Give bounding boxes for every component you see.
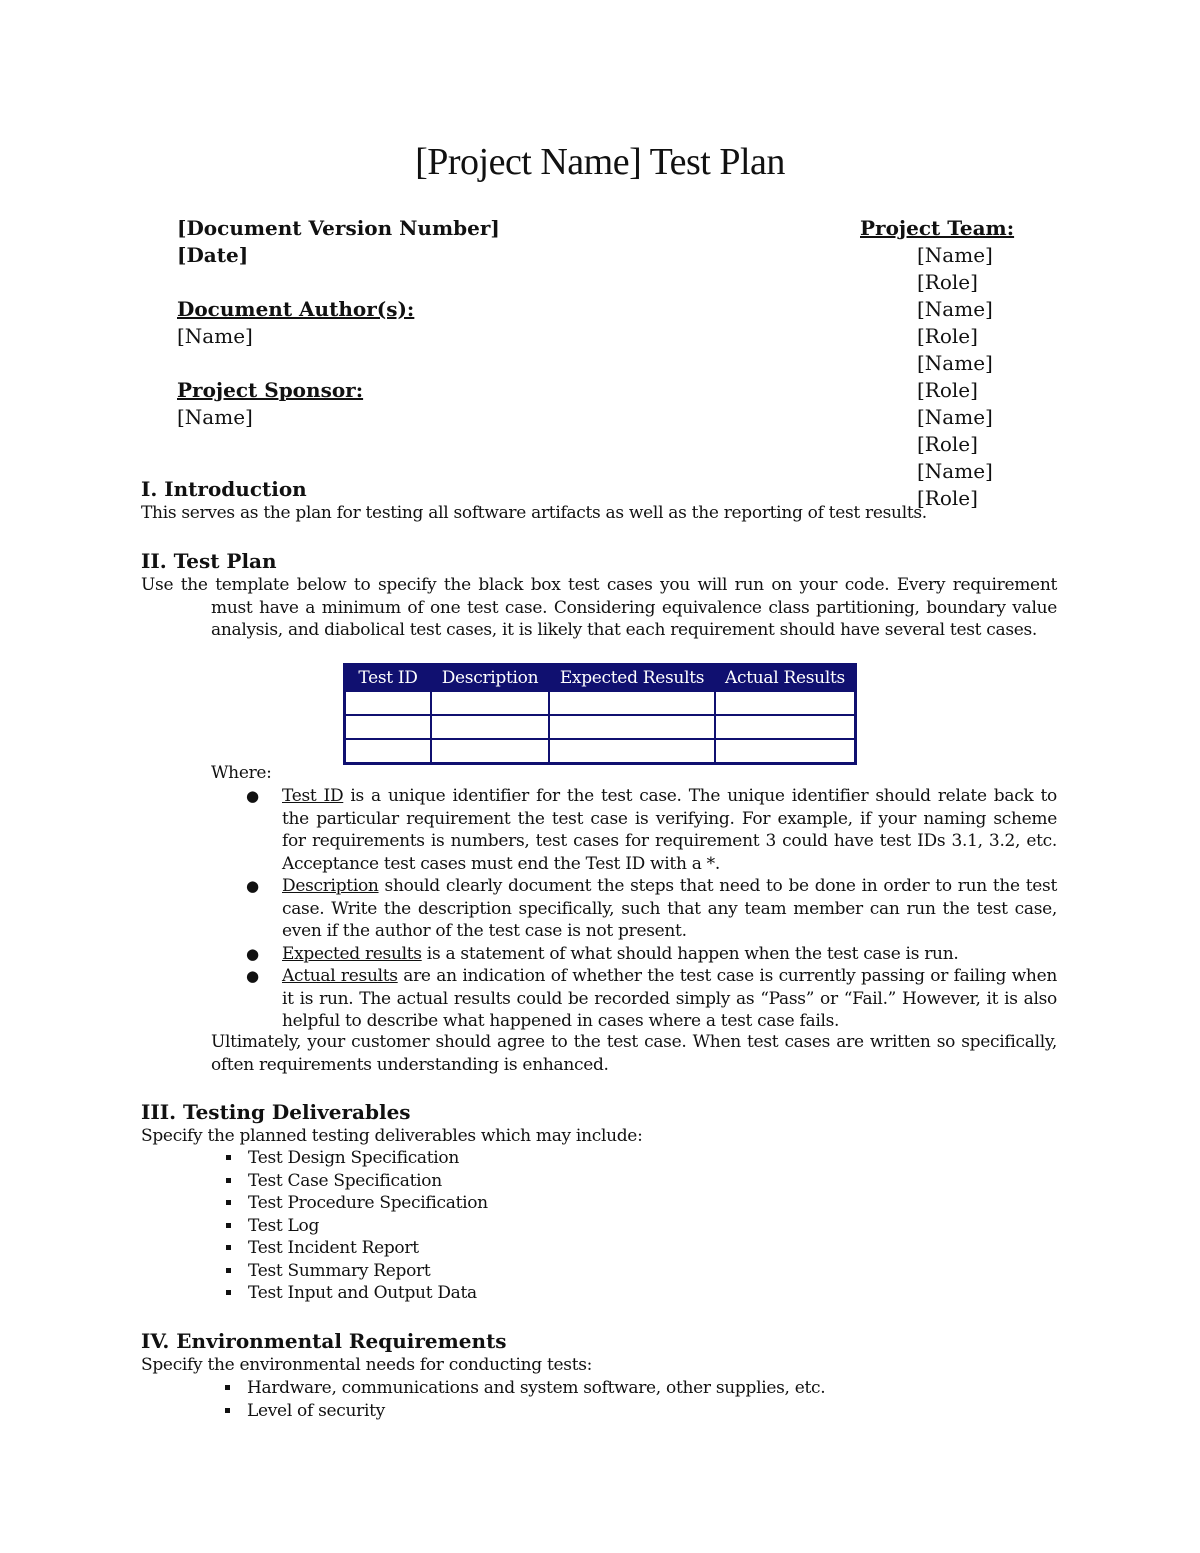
team-member: [Name] [Role]: [917, 405, 993, 456]
term-description: are an indication of whether the test case is currently passing or failing when it is run. The actual results could be recorded simply as “Pass” or “Fail.” However, it is also helpful to describe what happened in cases where a test case fails.: [282, 966, 1057, 1031]
list-item: [248, 1237, 848, 1260]
environment-intro: Specify the environmental needs for conducting tests:: [141, 1355, 593, 1375]
authors-label: Document Author(s):: [177, 297, 415, 321]
bullet-icon: [226, 1290, 231, 1295]
author-name: [Name]: [177, 324, 253, 348]
bullet-icon: [226, 1200, 231, 1205]
deliverables-list: [248, 1147, 848, 1305]
term: Description: [282, 876, 379, 896]
list-item: [246, 965, 1057, 1033]
where-label: Where:: [211, 763, 272, 783]
team-member: [Name] [Role]: [917, 351, 993, 402]
table-row: [345, 715, 856, 739]
document-version: [Document Version Number]: [177, 216, 500, 240]
bullet-icon: ●: [246, 944, 259, 963]
list-item: [248, 1260, 848, 1283]
document-date: [Date]: [177, 243, 249, 267]
list-item-label: Test Input and Output Data: [248, 1283, 477, 1303]
section-introduction-heading: I. Introduction: [141, 477, 307, 501]
table-header: Test ID: [345, 665, 432, 692]
bullet-icon: [225, 1408, 230, 1413]
table-header: Expected Results: [549, 665, 715, 692]
list-item-label: Test Log: [248, 1215, 320, 1236]
team-label: Project Team:: [860, 216, 1015, 240]
test-plan-closing: Ultimately, your customer should agree to the test case. When test cases are written so specifically, often requirements understanding is enhanced.: [211, 1032, 1057, 1075]
sponsor-name: [Name]: [177, 405, 253, 429]
project-team-block: [860, 215, 1057, 512]
document-meta-left: [177, 215, 627, 431]
list-item-label: Test Case Specification: [248, 1170, 442, 1191]
list-item: [246, 875, 1057, 943]
list-item-label: Hardware, communications and system software, other supplies, etc.: [247, 1378, 826, 1398]
bullet-icon: [226, 1178, 231, 1183]
bullet-icon: ●: [246, 877, 259, 895]
sponsor-label: Project Sponsor:: [177, 378, 364, 402]
table-header: Description: [431, 665, 549, 692]
bullet-icon: ●: [246, 787, 259, 805]
introduction-text: This serves as the plan for testing all software artifacts as well as the reporting of test results.: [141, 503, 927, 523]
term-description: should clearly document the steps that need to be done in order to run the test case. Write the description specifically, such that any team member can run the test case, even if the author of the test case is not present.: [282, 876, 1057, 941]
bullet-icon: [226, 1245, 231, 1250]
list-item: [248, 1170, 848, 1193]
list-item-label: Test Summary Report: [248, 1260, 431, 1281]
team-member: [Name] [Role]: [917, 243, 993, 294]
table-row: [345, 691, 856, 715]
team-member: [Name] [Role]: [917, 459, 993, 510]
test-case-table: [343, 663, 857, 765]
document-title: [Project Name] Test Plan: [415, 141, 785, 183]
list-item-label: Test Design Specification: [248, 1148, 460, 1168]
section-test-plan-heading: II. Test Plan: [141, 549, 277, 573]
environment-list: [247, 1377, 947, 1422]
table-row: [345, 739, 856, 764]
list-item: [248, 1215, 848, 1238]
list-item: [248, 1147, 848, 1170]
list-item-label: Test Procedure Specification: [248, 1193, 488, 1213]
team-member: [Name] [Role]: [917, 297, 993, 348]
list-item: [247, 1377, 947, 1400]
section-environment-heading: IV. Environmental Requirements: [141, 1329, 507, 1353]
list-item: [248, 1282, 848, 1305]
term-definition-list: [246, 785, 1057, 1033]
list-item-label: Level of security: [247, 1400, 385, 1421]
deliverables-intro: Specify the planned testing deliverables which may include:: [141, 1126, 643, 1146]
list-item-label: Test Incident Report: [248, 1238, 419, 1258]
term: Actual results: [282, 966, 398, 986]
term-description: is a statement of what should happen when the test case is run.: [421, 943, 959, 964]
term: Test ID: [282, 786, 344, 806]
table-header: Actual Results: [715, 665, 856, 692]
bullet-icon: [225, 1385, 230, 1390]
term: Expected results: [282, 943, 422, 964]
bullet-icon: [226, 1155, 231, 1160]
list-item: [248, 1192, 848, 1215]
bullet-icon: [226, 1268, 231, 1273]
list-item: [246, 785, 1057, 875]
bullet-icon: ●: [246, 967, 259, 985]
test-plan-paragraph: Use the template below to specify the black box test cases you will run on your code. Every requirement must have a minimum of one test case. Considering equivalence class partitioning, boundary value analysis, and diabolical test cases, it is likely that each requirement should have several test cases.: [141, 575, 1057, 640]
bullet-icon: [226, 1223, 231, 1228]
section-deliverables-heading: III. Testing Deliverables: [141, 1100, 411, 1124]
list-item: [247, 1400, 947, 1423]
term-description: is a unique identifier for the test case. The unique identifier should relate back to the particular requirement the test case is verifying. For example, if your naming scheme for requirements is numbers, test cases for requirement 3 could have test IDs 3.1, 3.2, etc. Acceptance test cases must end the Test ID with a *.: [282, 786, 1057, 874]
list-item: [246, 943, 1057, 966]
